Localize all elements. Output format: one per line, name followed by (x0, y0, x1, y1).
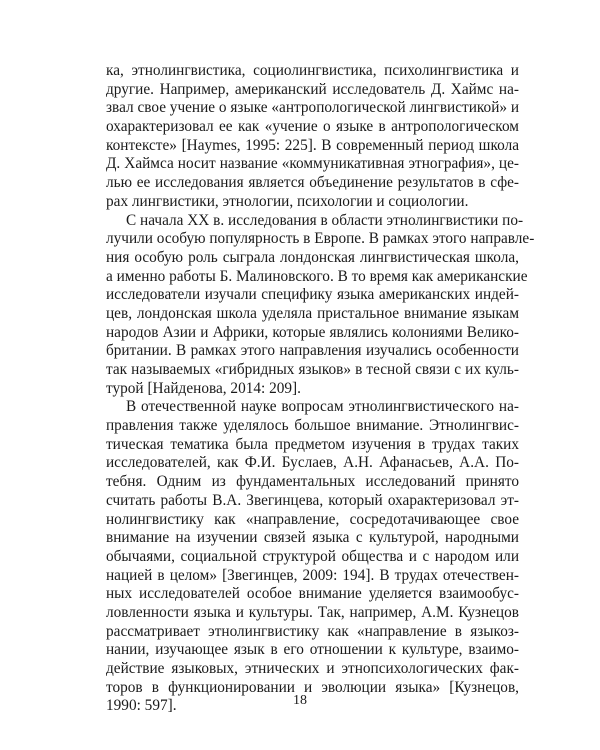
text-line: считать работы В.А. Звегинцева, который охарактеризовал эт- (106, 491, 519, 509)
body-text (106, 62, 535, 716)
text-line: исследователей, как Ф.И. Буслаев, А.Н. Афанасьев, А.А. По- (106, 454, 519, 472)
text-line: а именно работы Б. Малиновского. В то время как американские (106, 267, 528, 285)
text-line: обычаями, социальной структурой общества и с народом или (106, 547, 519, 565)
text-line: исследователи изучали специфику языка американских индей- (106, 286, 519, 304)
text-line: тебня. Одним из фундаментальных исследований принято (106, 473, 519, 491)
text-line: охарактеризовал ее как «учение о языке в антропологическом (106, 118, 519, 136)
text-line: 1990: 597]. (106, 697, 177, 715)
text-line: рассматривает этнолингвистику как «направление в языкоз- (106, 622, 519, 640)
text-line: цев, лондонская школа уделяла пристальное внимание языкам (106, 304, 519, 322)
text-line: британии. В рамках этого направления изучались особенности (106, 342, 519, 360)
text-line: лучили особую популярность в Европе. В рамках этого направле- (106, 230, 535, 248)
text-line: лью ее исследования является объединение результатов в сфе- (106, 174, 519, 192)
text-line: турой [Найденова, 2014: 209]. (106, 379, 301, 397)
text-line: нацией в целом» [Звегинцев, 2009: 194]. В трудах отечествен- (106, 566, 519, 584)
text-line: правления также уделялось большое внимание. Этнолингвис- (106, 417, 519, 435)
page-number: 18 (293, 693, 307, 708)
text-line: другие. Например, американский исследователь Д. Хаймс на- (106, 80, 519, 98)
text-line: нолингвистику как «направление, сосредотачивающее свое (106, 510, 519, 528)
text-line: народов Азии и Африки, которые являлись колониями Велико- (106, 323, 519, 341)
text-line: ния особую роль сыграла лондонская лингвистическая школа, (106, 248, 519, 266)
text-line: рах лингвистики, этнологии, психологии и социологии. (106, 192, 469, 210)
text-line: Д. Хаймса носит название «коммуникативная этнография», це- (106, 155, 519, 173)
text-line: внимание на изучении связей языка с культурой, народными (106, 529, 519, 547)
text-line: действие языковых, этнических и этнопсихологических фак- (106, 660, 519, 677)
text-line: ных исследователей особое внимание уделяется взаимообус- (106, 585, 519, 603)
text-line: торов в функционировании и эволюции языка» [Кузнецов, (106, 678, 519, 696)
text-line: тическая тематика была предметом изучения в трудах таких (106, 435, 519, 453)
text-line: нании, изучающее язык в его отношении к культуре, взаимо- (106, 641, 519, 659)
text-line: С начала XX в. исследования в области этнолингвистики по- (126, 211, 524, 229)
text-line: ловленности языка и культуры. Так, например, А.М. Кузнецов (106, 603, 519, 621)
text-line: ка, этнолингвистика, социолингвистика, психолингвистика и (106, 62, 519, 79)
text-line: контексте» [Haymes, 1995: 225]. В современный период школа (106, 136, 519, 154)
text-line: звал свое учение о языке «антропологической лингвистикой» и (106, 99, 520, 117)
text-line: В отечественной науке вопросам этнолингвистического на- (126, 398, 519, 416)
text-line: так называемых «гибридных языков» в тесной связи с их куль- (106, 361, 519, 378)
